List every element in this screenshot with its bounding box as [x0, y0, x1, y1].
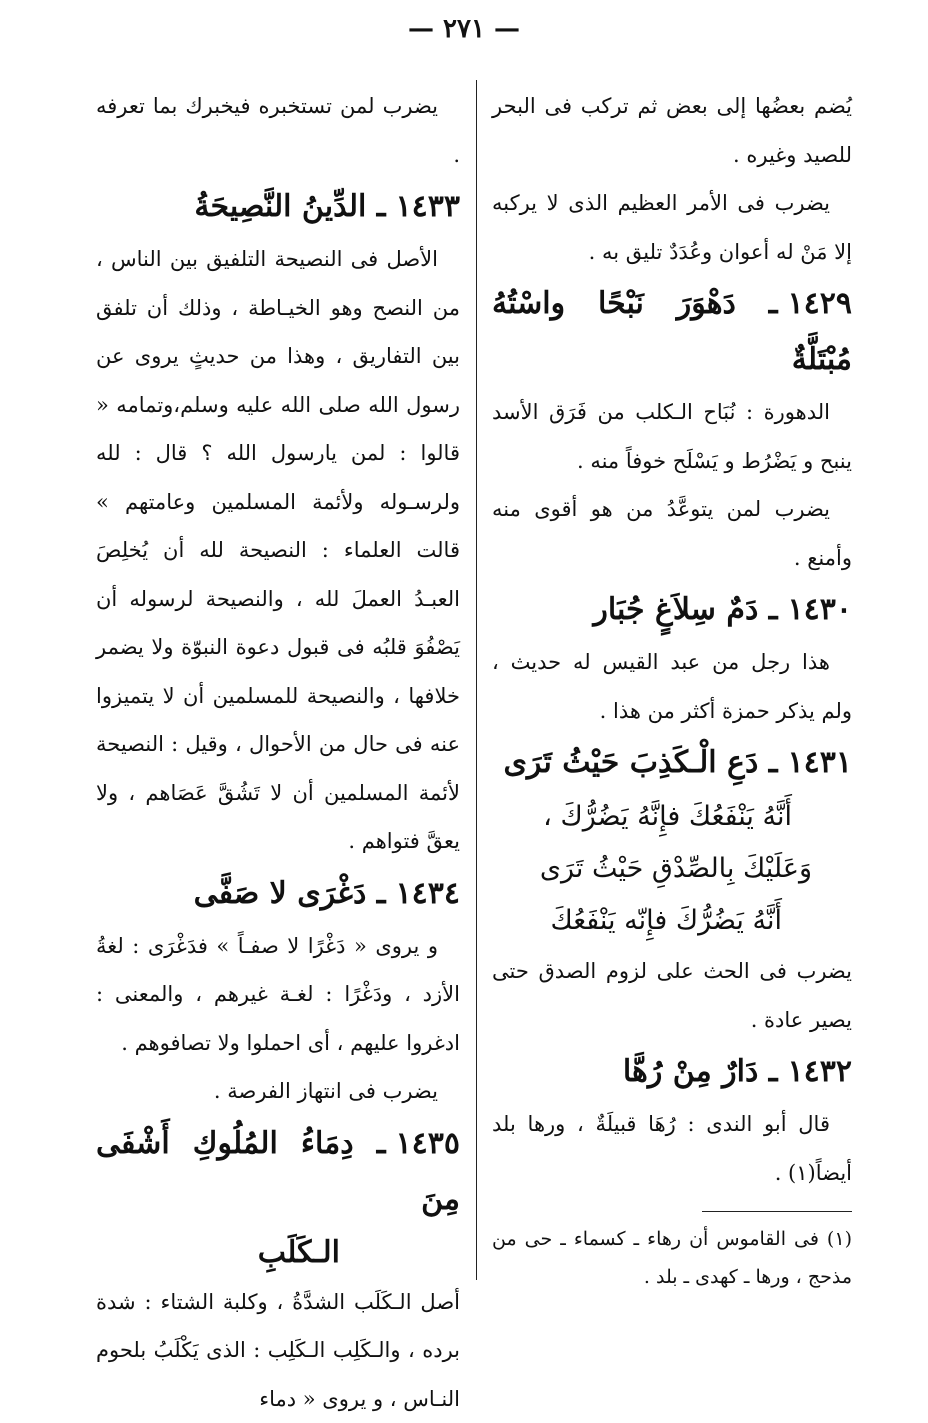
verse-line: وَعَلَيْكَ بِالصِّدْقِ حَيْثُ تَرَى: [492, 843, 852, 895]
entry-title: ـ دَمٌ سِلاَغٍ جُبَار: [593, 592, 777, 627]
entry-heading-1431: [492, 735, 852, 791]
footnote-rule: [702, 1211, 852, 1212]
paragraph: أصل الـكَلَب الشدَّةُ ، وكلبة الشتاء : شدة برده ، والـكَلِب الـكَلِب : الذى يَكْلَبُ بلحوم النـاس ، و يروى « دماء: [96, 1278, 460, 1423]
entry-title: ـ دَغْرَى لا صَفَّى: [194, 876, 386, 911]
entry-heading-1432: [492, 1044, 852, 1100]
paragraph: الدهورة : نُبَاح الـكلب من فَرَق الأسد ينبح و يَضْرُط و يَسْلَح خوفاً منه .: [492, 388, 852, 485]
paragraph: هذا رجل من عبد القيس له حديث ، ولم يذكر حمزة أكثر من هذا .: [492, 638, 852, 735]
column-divider: [476, 80, 477, 1280]
entry-heading-1429: [492, 276, 852, 388]
entry-title: ـ دَهْوَرَ نَبْحًا واسْتُهُ مُبْتَلَّةٌ: [492, 286, 852, 377]
verse-line: أَنَّهُ يَنْفَعُكَ فإِنَّهُ يَضُرُّكَ ،: [492, 791, 852, 843]
paragraph: يضرب فى الأمر العظيم الذى لا يركبه إلا مَنْ له أعوان وعُدَدٌ تليق به .: [492, 179, 852, 276]
entry-number: ١٤٣١: [788, 745, 852, 780]
entry-title: ـ دِمَاءُ المُلُوكِ أَشْفَى مِنَ: [96, 1126, 460, 1217]
paragraph: يضرب فى الحث على لزوم الصدق حتى يصير عادة .: [492, 947, 852, 1044]
entry-number: ١٤٢٩: [788, 286, 852, 321]
entry-number: ١٤٣٥: [396, 1126, 460, 1161]
entry-title: ـ دَعِ الْـكَذِبَ حَيْثُ تَرَى: [503, 745, 777, 780]
entry-heading-1435: [96, 1116, 460, 1228]
paragraph: يضرب لمن تستخبره فيخبرك بما تعرفه .: [96, 82, 460, 179]
entry-title: ـ الدِّينُ النَّصِيحَةُ: [194, 189, 385, 224]
paragraph: قال أبو الندى : رُهَا قبيلَةٌ ، ورها بلد أيضاً(١) .: [492, 1100, 852, 1197]
entry-title: ـ دَارٌ مِنْ رُهَّا: [623, 1054, 778, 1089]
paragraph: يضرب فى انتهاز الفرصة .: [96, 1067, 460, 1116]
paragraph: و يروى « دَغْرًا لا صفـاً » فدَغْرَى : لغةُ الأزد ، ودَغْرًا : لغـة غيرهم ، والمعنى : ادغروا عليهم ، أى احملوا ولا تصافوهم .: [96, 922, 460, 1068]
paragraph: يضرب لمن يتوعَّدُ من هو أقوى منه وأمنع .: [492, 485, 852, 582]
entry-heading-1430: [492, 582, 852, 638]
entry-number: ١٤٣٣: [396, 189, 460, 224]
entry-number: ١٤٣٢: [788, 1054, 852, 1089]
entry-heading-1434: [96, 866, 460, 922]
verse-line: أَنَّهُ يَضُرُّكَ فإِنّه يَنْفَعُكَ: [492, 895, 852, 947]
right-column: [492, 82, 852, 1296]
entry-number: ١٤٣٤: [396, 876, 460, 911]
page-number: — ٢٧١ —: [0, 14, 928, 44]
paragraph: يُضم بعضُها إلى بعض ثم تركب فى البحر للصيد وغيره .: [492, 82, 852, 179]
entry-heading-1433: [96, 179, 460, 235]
entry-title-continuation: الـكَلَبِ: [96, 1228, 460, 1278]
entry-number: ١٤٣٠: [788, 592, 852, 627]
footnote: (١) فى القاموس أن رهاء ـ كسماء ـ حى من مذحج ، ورها ـ كهدى ـ بلد .: [492, 1220, 852, 1296]
left-column: [96, 82, 460, 1423]
paragraph: الأصل فى النصيحة التلفيق بين الناس ، من النصح وهو الخيـاطة ، وذلك أن تلفق بين التفاريق ، وهذا من حديثٍ يروى عن رسول الله صلى الله عليه وسلم،وتمامه « قالوا : لمن يارسول الله ؟ قال : لله ولرسـوله ولأئمة المسلمين وعامتهم » قالت العلماء : النصيحة لله أن يُخلِصَ العبـدُ العملَ لله ، والنصيحة لرسوله أن يَصْفُوَ قلبُه فى قبول دعوة النبوّة ولا يضمر خلافها ، والنصيحة للمسلمين أن لا يتميزوا عنه فى حال من الأحوال ، وقيل : النصيحة لأئمة المسلمين أن لا تَشُقَّ عَصَاهم ، ولا يعقَّ فتواهم .: [96, 235, 460, 866]
